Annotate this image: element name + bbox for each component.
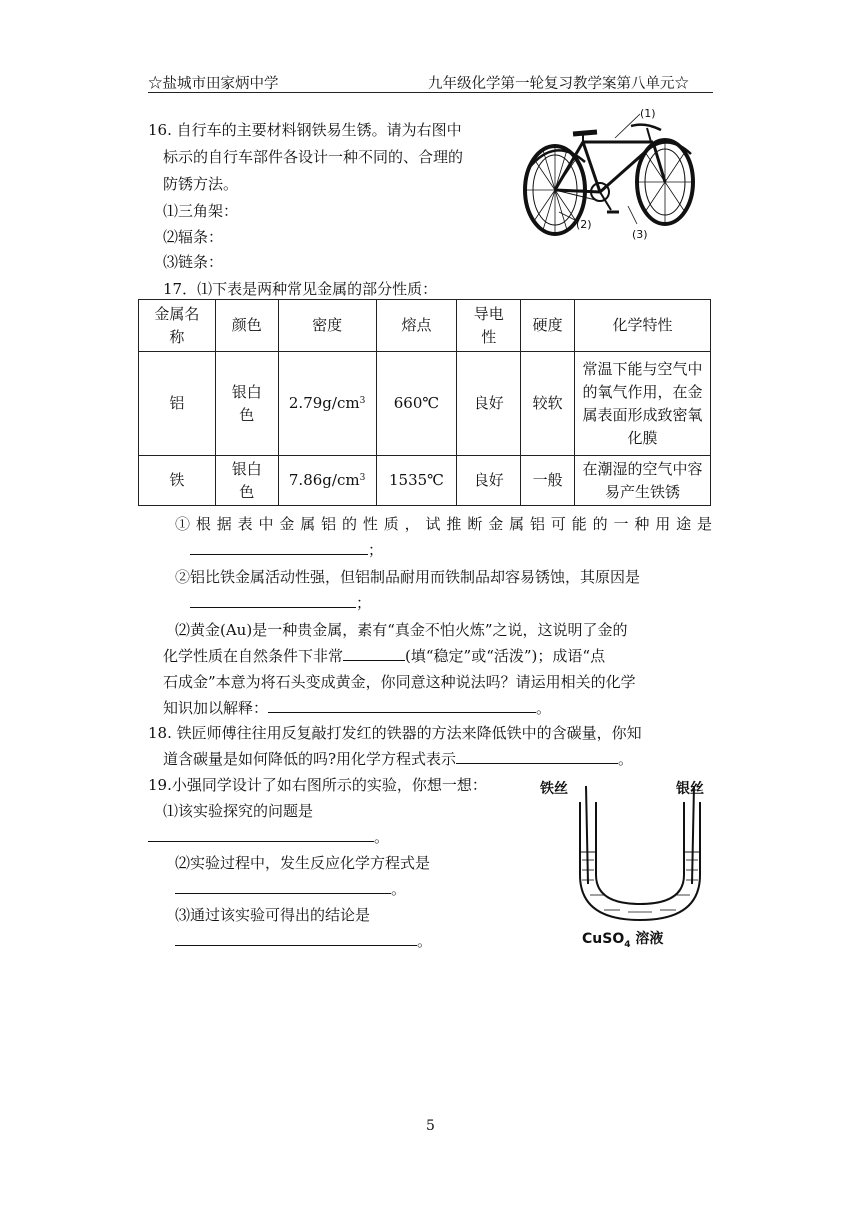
table-row (139, 456, 711, 506)
th-color: 颜色 (215, 300, 278, 352)
cell-hardness: 一般 (521, 456, 575, 506)
th-chem: 化学特性 (574, 300, 710, 352)
cell-density: $2.79g/cm^3$ (278, 352, 376, 456)
th-conductivity: 导电性 (457, 300, 521, 352)
q16-line3: 防锈方法。 (163, 175, 239, 193)
q19-intro: 19.小强同学设计了如右图所示的实验，你想一想： (148, 776, 487, 794)
th-melting: 熔点 (376, 300, 457, 352)
q17-p2-line3: 石成金”本意为将石头变成黄金，你同意这种说法吗？请运用相关的化学 (163, 673, 636, 691)
cell-conductivity: 良好 (457, 456, 521, 506)
q17-p2-line4: 知识加以解释： 。 (163, 699, 552, 717)
q19-item1-blank[interactable] (148, 827, 374, 842)
q19-item2-blank[interactable] (175, 879, 391, 894)
th-density: 密度 (278, 300, 376, 352)
q18-line1: 18. 铁匠师傅往往用反复敲打发红的铁器的方法来降低铁中的含碳量，你知 (148, 724, 642, 742)
table-header-row (139, 300, 711, 352)
iron-wire-label: 铁丝 (540, 781, 568, 797)
th-name: 金属名称 (139, 300, 216, 352)
q17-p2-line1: ⑵黄金(Au)是一种贵金属，素有“真金不怕火炼”之说，这说明了金的 (175, 621, 628, 639)
bicycle-label-3: (3) (632, 228, 648, 241)
q19-item3-answer: 。 (175, 931, 432, 951)
q16-item3: ⑶链条： (163, 253, 224, 271)
cell-chem: 常温下能与空气中的氧气作用，在金属表面形成致密氧化膜 (574, 352, 710, 456)
bicycle-label-2: (2) (576, 218, 592, 231)
q16-item2: ⑵辐条： (163, 228, 224, 246)
cell-conductivity: 良好 (457, 352, 521, 456)
header-right: 九年级化学第一轮复习教学案第八单元☆ (428, 76, 689, 92)
page-number: 5 (426, 1118, 435, 1134)
q19-item1-answer: 。 (148, 827, 389, 847)
cell-color: 银白色 (215, 352, 278, 456)
metal-properties-table (138, 299, 711, 506)
q16-line2: 标示的自行车部件各设计一种不同的、合理的 (163, 148, 464, 166)
q19-item3-blank[interactable] (175, 931, 417, 946)
cell-name: 铝 (139, 352, 216, 456)
q19-item3: ⑶通过该实验可得出的结论是 (175, 906, 371, 924)
cell-melting: 1535℃ (376, 456, 457, 506)
q16-line1: 16. 自行车的主要材料钢铁易生锈。请为右图中 (148, 121, 462, 139)
header-divider (148, 92, 713, 93)
q17-intro: 17．⑴下表是两种常见金属的部分性质： (163, 280, 438, 298)
q17-p2-blank-1[interactable] (343, 646, 405, 661)
q19-item2-answer: 。 (175, 879, 406, 899)
q17-sub1-answer: ； (190, 540, 383, 560)
q19-item1: ⑴该实验探究的问题是 (163, 802, 314, 820)
q19-item2: ⑵实验过程中，发生反应化学方程式是 (175, 854, 431, 872)
q17-sub2-blank[interactable] (190, 593, 356, 608)
silver-wire-label: 银丝 (676, 781, 704, 797)
q17-sub1-blank[interactable] (190, 540, 368, 555)
bicycle-figure (515, 100, 715, 245)
cell-color: 银白色 (215, 456, 278, 506)
q18-line2: 道含碳量是如何降低的吗?用化学方程式表示 。 (163, 750, 634, 768)
cuso4-solution-label: CuSO$_4$ 溶液 (582, 931, 664, 950)
cell-chem: 在潮湿的空气中容易产生铁锈 (574, 456, 710, 506)
q17-sub1-line1: ①根据表中金属铝的性质，试推断金属铝可能的一种用途是 (175, 515, 712, 533)
q17-p2-line2: 化学性质在自然条件下非常 (填“稳定”或“活泼”)；成语“点 (163, 647, 606, 665)
th-hardness: 硬度 (521, 300, 575, 352)
q16-item1: ⑴三角架： (163, 202, 239, 220)
q17-sub2-line1: ②铝比铁金属活动性强，但铝制品耐用而铁制品却容易锈蚀，其原因是 (175, 568, 641, 586)
q18-blank[interactable] (456, 749, 618, 764)
cell-melting: 660℃ (376, 352, 457, 456)
cell-density: $7.86g/cm^3$ (278, 456, 376, 506)
u-tube-figure (560, 780, 720, 930)
q17-sub2-answer: ； (190, 593, 371, 613)
q17-p2-blank-2[interactable] (268, 698, 536, 713)
cell-name: 铁 (139, 456, 216, 506)
table-row (139, 352, 711, 456)
header-left: ☆盐城市田家炳中学 (148, 76, 279, 92)
bicycle-label-1: (1) (640, 107, 656, 120)
cell-hardness: 较软 (521, 352, 575, 456)
